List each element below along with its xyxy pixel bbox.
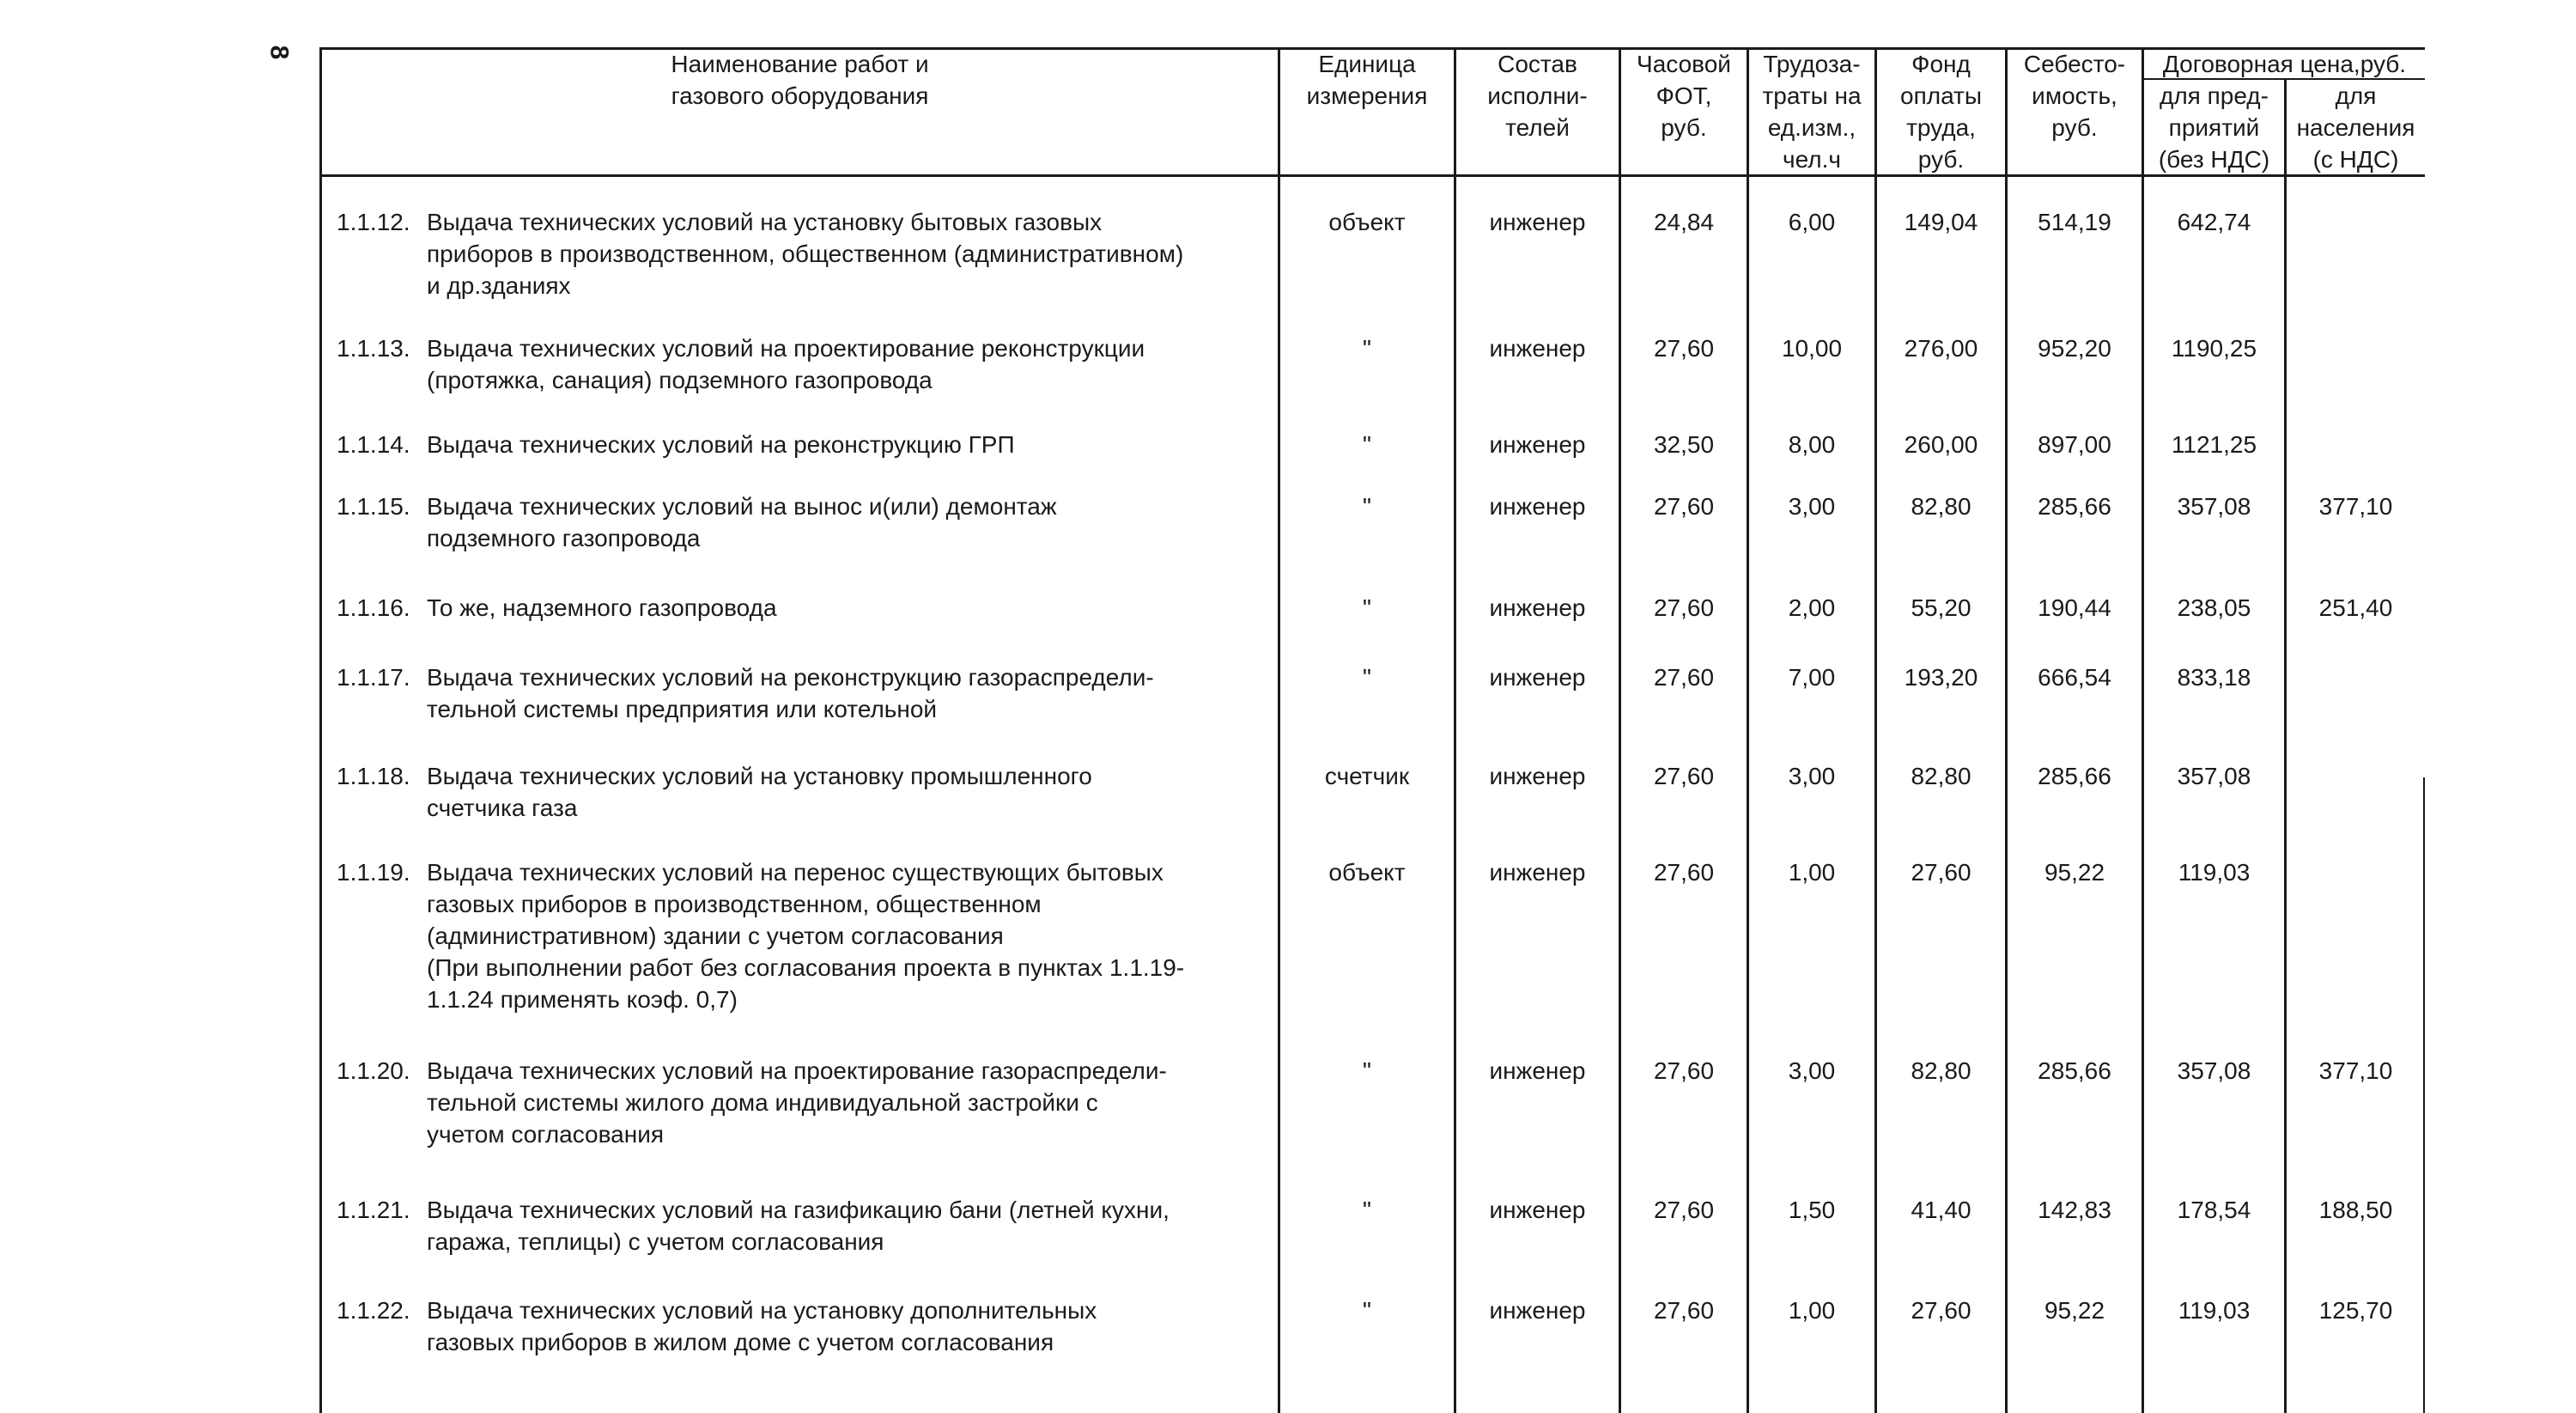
cell-cost: 95,22 <box>2044 859 2105 886</box>
cell-hourly: 27,60 <box>1653 664 1715 691</box>
cell-hourly: 24,84 <box>1653 209 1715 235</box>
row-description-line: То же, надземного газопровода <box>427 594 777 621</box>
row-description-line: газовых приборов в жилом доме с учетом согласования <box>427 1329 1054 1355</box>
cell-fund: 55,20 <box>1911 594 1971 621</box>
cell-labor: 2,00 <box>1788 594 1836 621</box>
cell-unit: " <box>1363 1197 1371 1223</box>
row-description-line: счетчика газа <box>427 795 578 821</box>
cell-price-ent: 119,03 <box>2178 1297 2251 1324</box>
cell-hourly: 27,60 <box>1653 1057 1715 1084</box>
cell-cost: 285,66 <box>2038 1057 2111 1084</box>
cell-price-pop: 188,50 <box>2318 1197 2393 1223</box>
row-number: 1.1.19. <box>337 859 410 886</box>
cell-price-ent: 357,08 <box>2177 763 2251 789</box>
cell-labor: 7,00 <box>1788 664 1836 691</box>
cell-staff: инженер <box>1489 335 1586 362</box>
cell-fund: 82,80 <box>1911 763 1971 789</box>
cell-fund: 276,00 <box>1904 335 1978 362</box>
row-description-line: Выдача технических условий на проектирование реконструкции <box>427 335 1145 362</box>
cell-price-ent: 357,08 <box>2177 1057 2251 1084</box>
cell-fund: 82,80 <box>1911 493 1971 520</box>
cell-hourly: 32,50 <box>1653 431 1715 458</box>
page-number: 8 <box>264 45 294 60</box>
cell-hourly: 27,60 <box>1653 493 1715 520</box>
cell-price-ent: 1121,25 <box>2171 431 2257 458</box>
cell-staff: инженер <box>1489 1057 1586 1084</box>
cell-fund: 41,40 <box>1911 1197 1971 1223</box>
cell-price-ent: 1190,25 <box>2171 335 2257 362</box>
row-number: 1.1.16. <box>337 594 410 621</box>
cell-unit: " <box>1363 493 1371 520</box>
row-description-line: тельной системы предприятия или котельной <box>427 696 938 722</box>
cell-labor: 3,00 <box>1788 1057 1836 1084</box>
cell-staff: инженер <box>1489 209 1586 235</box>
row-description-line: 1.1.24 применять коэф. 0,7) <box>427 986 738 1013</box>
cell-price-pop: 377,10 <box>2318 1057 2393 1084</box>
cell-price-ent: 178,54 <box>2177 1197 2251 1223</box>
cell-labor: 6,00 <box>1788 209 1836 235</box>
row-number: 1.1.12. <box>337 209 410 235</box>
cell-fund: 149,04 <box>1904 209 1978 235</box>
cell-unit: " <box>1363 664 1371 691</box>
row-description-line: учетом согласования <box>427 1121 665 1148</box>
row-number: 1.1.15. <box>337 493 410 520</box>
cell-hourly: 27,60 <box>1653 335 1715 362</box>
header-hourly: Часовой ФОТ, руб. <box>1637 51 1731 141</box>
cell-cost: 285,66 <box>2038 493 2111 520</box>
cell-cost: 285,66 <box>2038 763 2111 789</box>
cell-price-ent: 833,18 <box>2177 664 2251 691</box>
row-description-line: Выдача технических условий на проектирование газораспредели- <box>427 1057 1167 1084</box>
cell-hourly: 27,60 <box>1653 594 1715 621</box>
cell-staff: инженер <box>1489 1297 1586 1324</box>
row-description-line: подземного газопровода <box>427 525 701 551</box>
row-description-line: Выдача технических условий на реконструкцию газораспредели- <box>427 664 1154 691</box>
cell-staff: инженер <box>1489 664 1586 691</box>
row-description-line: Выдача технических условий на реконструкцию ГРП <box>427 431 1015 458</box>
cell-labor: 1,00 <box>1788 1297 1836 1324</box>
row-number: 1.1.21. <box>337 1197 410 1223</box>
row-description-line: тельной системы жилого дома индивидуальной застройки с <box>427 1089 1098 1116</box>
cell-price-ent: 119,03 <box>2178 859 2251 886</box>
cell-unit: " <box>1363 594 1371 621</box>
cell-fund: 193,20 <box>1904 664 1978 691</box>
header-labor: Трудоза- траты на ед.изм., чел.ч <box>1762 51 1862 173</box>
cell-labor: 8,00 <box>1788 431 1836 458</box>
cell-cost: 142,83 <box>2038 1197 2111 1223</box>
row-number: 1.1.18. <box>337 763 410 789</box>
header-unit: Единица измерения <box>1306 51 1428 109</box>
row-description-line: и др.зданиях <box>427 272 571 299</box>
header-price-population: для населения (с НДС) <box>2296 82 2415 173</box>
cell-price-pop: 377,10 <box>2318 493 2393 520</box>
cell-unit: объект <box>1328 859 1406 886</box>
cell-staff: инженер <box>1489 1197 1586 1223</box>
cell-price-pop: 125,70 <box>2318 1297 2393 1324</box>
cell-labor: 3,00 <box>1788 763 1836 789</box>
cell-labor: 10,00 <box>1781 335 1843 362</box>
row-description-line: приборов в производственном, общественном (административном) <box>427 241 1184 267</box>
row-description-line: Выдача технических условий на газификацию бани (летней кухни, <box>427 1197 1170 1223</box>
row-description-line: Выдача технических условий на перенос существующих бытовых <box>427 859 1163 886</box>
cell-price-ent: 642,74 <box>2177 209 2251 235</box>
cell-cost: 95,22 <box>2044 1297 2105 1324</box>
header-cost: Себесто- имость, руб. <box>2023 51 2126 141</box>
cell-hourly: 27,60 <box>1653 859 1715 886</box>
cell-cost: 952,20 <box>2038 335 2111 362</box>
cell-staff: инженер <box>1489 859 1586 886</box>
cell-unit: " <box>1363 1057 1371 1084</box>
cell-cost: 514,19 <box>2038 209 2111 235</box>
cell-staff: инженер <box>1489 594 1586 621</box>
cell-cost: 897,00 <box>2038 431 2111 458</box>
header-fund: Фонд оплаты труда, руб. <box>1900 51 1982 173</box>
cell-staff: инженер <box>1489 431 1586 458</box>
row-number: 1.1.20. <box>337 1057 410 1084</box>
cell-fund: 27,60 <box>1911 859 1971 886</box>
cell-fund: 260,00 <box>1904 431 1978 458</box>
row-description-line: газовых приборов в производственном, общественном <box>427 891 1042 917</box>
cell-price-ent: 238,05 <box>2177 594 2251 621</box>
cell-price-ent: 357,08 <box>2177 493 2251 520</box>
cell-unit: счетчик <box>1324 763 1410 789</box>
cell-unit: " <box>1363 431 1371 458</box>
header-name: Наименование работ и газового оборудования <box>671 51 929 109</box>
row-number: 1.1.17. <box>337 664 410 691</box>
cell-staff: инженер <box>1489 763 1586 789</box>
cell-labor: 3,00 <box>1788 493 1836 520</box>
row-description-line: Выдача технических условий на установку дополнительных <box>427 1297 1097 1324</box>
row-number: 1.1.22. <box>337 1297 410 1324</box>
row-number: 1.1.13. <box>337 335 410 362</box>
cell-cost: 666,54 <box>2038 664 2111 691</box>
cell-price-pop: 251,40 <box>2318 594 2393 621</box>
row-description-line: (При выполнении работ без согласования проекта в пунктах 1.1.19- <box>427 954 1185 981</box>
cell-hourly: 27,60 <box>1653 1297 1715 1324</box>
cell-labor: 1,50 <box>1788 1197 1836 1223</box>
header-staff: Состав исполни- телей <box>1487 51 1588 141</box>
row-number: 1.1.14. <box>337 431 410 458</box>
row-description-line: (административном) здании с учетом согласования <box>427 923 1004 949</box>
cell-hourly: 27,60 <box>1653 1197 1715 1223</box>
cell-hourly: 27,60 <box>1653 763 1715 789</box>
cell-labor: 1,00 <box>1788 859 1836 886</box>
cell-unit: " <box>1363 335 1371 362</box>
row-description-line: Выдача технических условий на установку промышленного <box>427 763 1092 789</box>
cell-unit: объект <box>1328 209 1406 235</box>
cell-unit: " <box>1363 1297 1371 1324</box>
cell-fund: 27,60 <box>1911 1297 1971 1324</box>
cell-staff: инженер <box>1489 493 1586 520</box>
row-description-line: Выдача технических условий на установку бытовых газовых <box>427 209 1103 235</box>
cell-cost: 190,44 <box>2038 594 2111 621</box>
cell-fund: 82,80 <box>1911 1057 1971 1084</box>
header-price-group: Договорная цена,руб. <box>2162 51 2407 77</box>
row-description-line: (протяжка, санация) подземного газопровода <box>427 367 933 393</box>
row-description-line: гаража, теплицы) с учетом согласования <box>427 1228 884 1255</box>
row-description-line: Выдача технических условий на вынос и(или) демонтаж <box>427 493 1057 520</box>
header-price-enterprises: для пред- приятий (без НДС) <box>2158 82 2270 173</box>
